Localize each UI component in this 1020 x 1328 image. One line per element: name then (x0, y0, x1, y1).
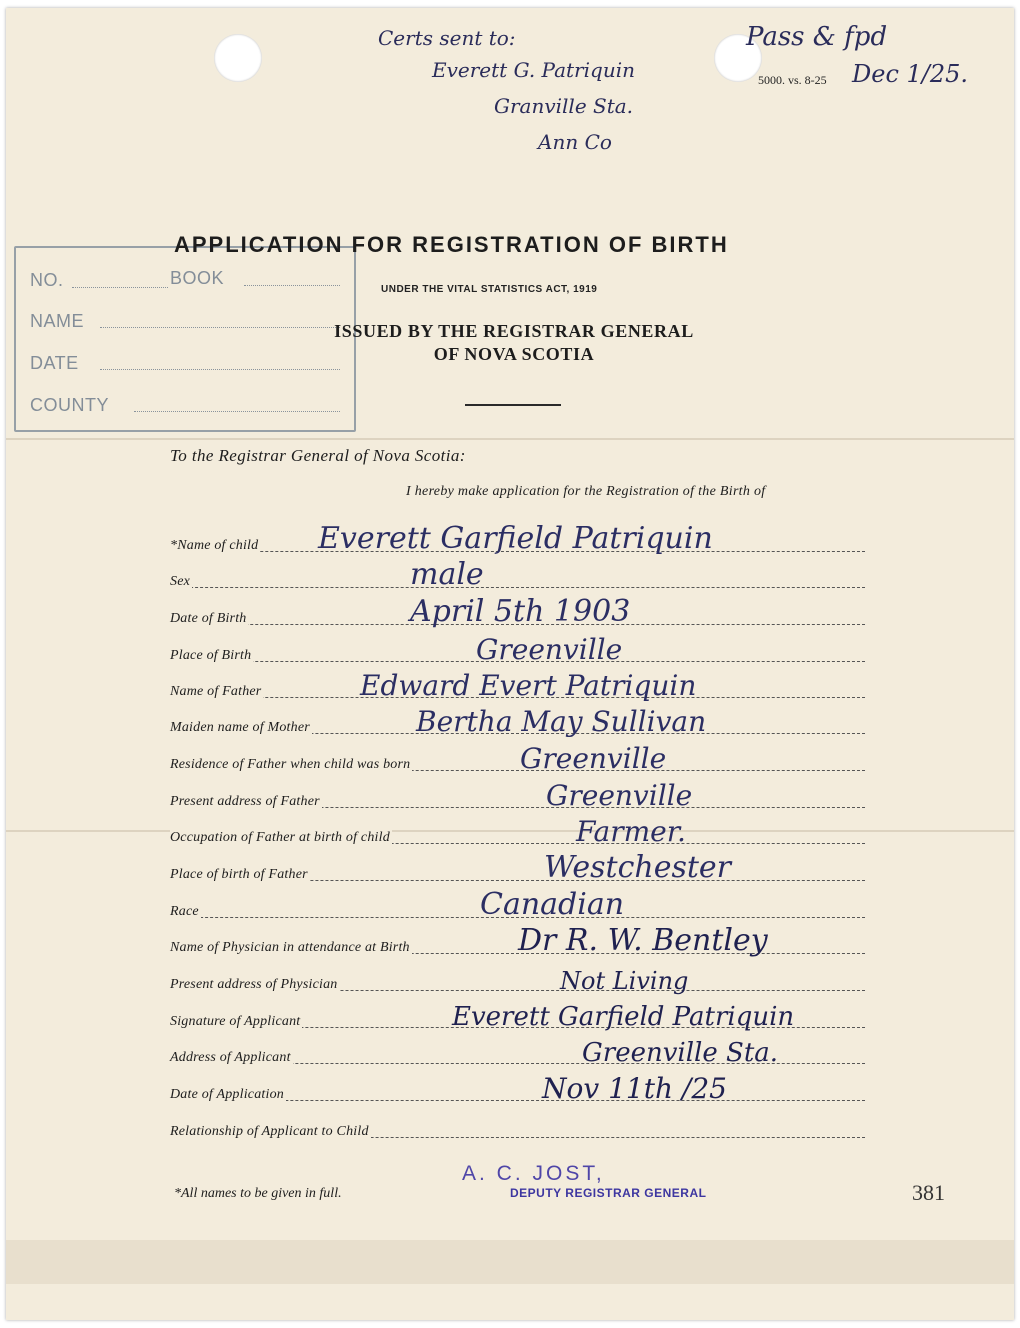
stamp-line (134, 410, 340, 412)
field-label: Occupation of Father at birth of child (170, 830, 390, 845)
field-label: Date of Application (170, 1087, 284, 1102)
field-row (170, 969, 865, 993)
handwritten-note: Ann Co (538, 130, 612, 154)
field-row (170, 779, 865, 812)
field-label: Name of Father (170, 684, 262, 699)
stamp-county-label: COUNTY (30, 395, 109, 415)
stamp-book-label: BOOK (170, 268, 225, 288)
stamp-line (100, 368, 340, 370)
field-row (170, 521, 865, 556)
greeting: To the Registrar General of Nova Scotia: (170, 446, 466, 465)
field-row (170, 923, 865, 958)
field-label: Race (170, 904, 199, 919)
field-value: Farmer. (576, 815, 686, 848)
official-stamp-name: A. C. JOST, (462, 1162, 605, 1185)
issuer (296, 320, 732, 366)
footnote: *All names to be given in full. (174, 1186, 342, 1201)
field-row (170, 633, 865, 666)
field-value: Bertha May Sullivan (416, 705, 707, 738)
field-row (170, 705, 865, 738)
handwritten-note: Everett G. Patriquin (432, 58, 635, 82)
field-value: Nov 11th /25 (542, 1072, 727, 1105)
field-label: Address of Applicant (170, 1050, 291, 1065)
field-value: April 5th 1903 (410, 594, 631, 629)
field-value: Greenville (476, 633, 623, 666)
title-divider (465, 404, 561, 406)
field-label: Date of Birth (170, 611, 247, 626)
field-label: *Name of child (170, 538, 259, 553)
field-label: Sex (170, 574, 191, 589)
field-label: Place of birth of Father (170, 867, 308, 882)
field-row (170, 594, 865, 629)
stamp-line (72, 286, 168, 288)
stamp-name-label: NAME (30, 311, 85, 331)
field-value: Greenville (520, 742, 667, 775)
field-value: Greenville (546, 779, 693, 812)
official-stamp-title: DEPUTY REGISTRAR GENERAL (510, 1186, 707, 1200)
issuer-line-1: ISSUED BY THE REGISTRAR GENERAL (334, 321, 694, 341)
field-value: Greenville Sta. (582, 1038, 779, 1068)
paper-fold-band (6, 1240, 1014, 1284)
field-value: Everett Garfield Patriquin (318, 521, 713, 556)
field-row (170, 1116, 865, 1140)
form-code: 5000. vs. 8-25 (758, 73, 827, 87)
fold-line (6, 438, 1014, 440)
stamp-no-label: NO. (30, 270, 64, 290)
field-row (170, 815, 865, 848)
handwritten-note: Dec 1/25. (852, 60, 969, 88)
document-subtitle: UNDER THE VITAL STATISTICS ACT, 1919 (381, 284, 598, 295)
field-row (170, 1072, 865, 1105)
handwritten-note: Granville Sta. (494, 94, 634, 118)
page-number: 381 (912, 1180, 945, 1205)
field-label: Present address of Physician (170, 977, 338, 992)
issuer-line-2: OF NOVA SCOTIA (433, 344, 595, 364)
field-row (170, 1038, 865, 1068)
field-row (170, 742, 865, 775)
field-row (170, 1002, 865, 1032)
intro-statement: I hereby make application for the Registration of the Birth of (406, 484, 766, 499)
field-row (170, 850, 865, 885)
field-label: Maiden name of Mother (170, 720, 310, 735)
field-value: Everett Garfield Patriquin (452, 1002, 795, 1032)
stamp-date-label: DATE (30, 353, 79, 373)
stamp-line (244, 284, 340, 286)
field-label: Residence of Father when child was born (170, 757, 411, 772)
document-title: APPLICATION FOR REGISTRATION OF BIRTH (174, 232, 729, 257)
field-value: Canadian (480, 887, 625, 922)
field-label: Place of Birth (170, 648, 252, 663)
field-value: Dr R. W. Bentley (518, 923, 768, 958)
field-label: Signature of Applicant (170, 1014, 301, 1029)
handwritten-note: Pass & fpd (746, 22, 888, 52)
field-value: Edward Evert Patriquin (360, 669, 697, 702)
field-row (170, 557, 865, 592)
field-value: Westchester (544, 850, 732, 885)
field-label: Present address of Father (170, 794, 320, 809)
field-label: Name of Physician in attendance at Birth (170, 940, 410, 955)
field-label: Relationship of Applicant to Child (170, 1124, 369, 1139)
field-value: male (410, 557, 484, 592)
field-row (170, 669, 865, 702)
punch-hole (214, 34, 262, 82)
handwritten-note: Certs sent to: (378, 26, 516, 50)
field-value: Not Living (560, 967, 689, 995)
field-row (170, 887, 865, 922)
